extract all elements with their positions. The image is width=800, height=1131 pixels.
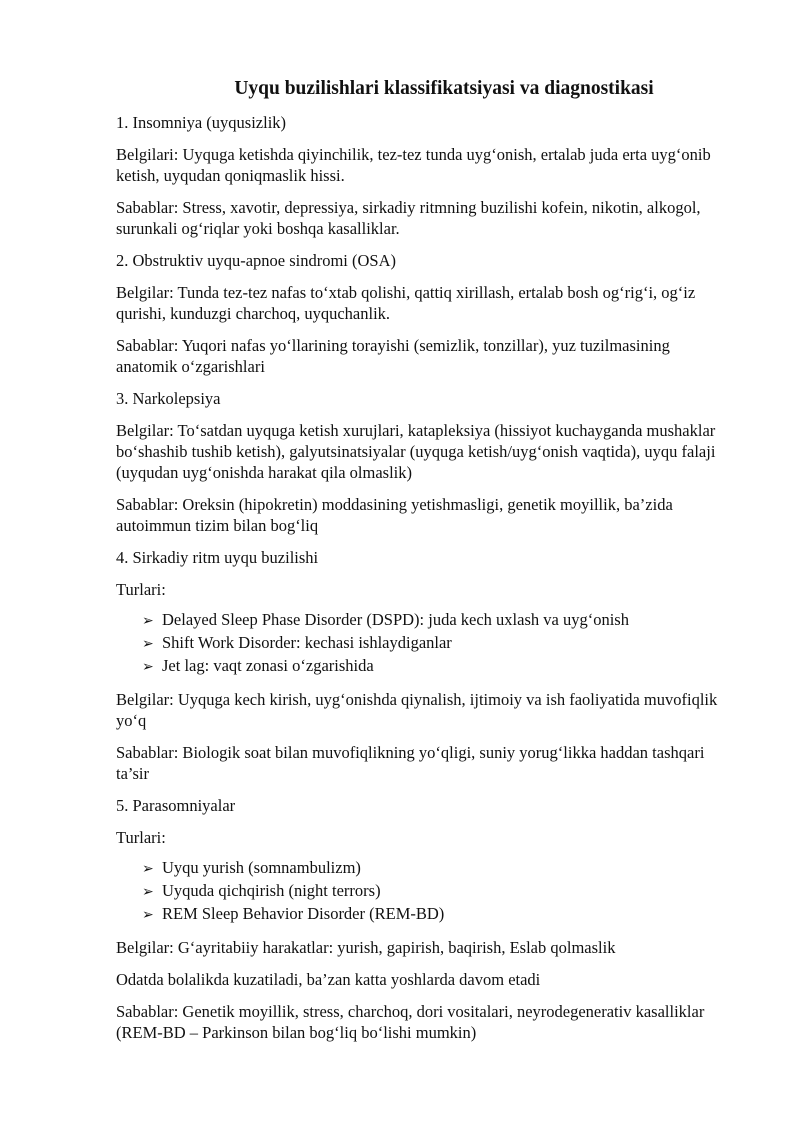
- arrowhead-bullet-icon: ➢: [142, 907, 154, 923]
- types-list-sirkadiy: [116, 609, 732, 678]
- section-symptoms-osa: Belgilar: Tunda tez-tez nafas to‘xtab qolishi, qattiq xirillash, ertalab bosh og‘rig‘i, og‘iz qurishi, kunduzgi charchoq, uyquchanlik.: [116, 283, 696, 323]
- list-item: [142, 655, 732, 678]
- section-types-label-sirkadiy: Turlari:: [116, 580, 166, 599]
- list-item-text: Uyqu yurish (somnambulizm): [162, 858, 361, 877]
- section-symptoms-sirkadiy: Belgilar: Uyquga kech kirish, uyg‘onishda qiynalish, ijtimoiy va ish faoliyatida muvofiqlik yo‘q: [116, 690, 718, 730]
- list-item-text: Jet lag: vaqt zonasi o‘zgarishida: [162, 656, 374, 675]
- section-heading-sirkadiy: 4. Sirkadiy ritm uyqu buzilishi: [116, 548, 319, 567]
- list-item: [142, 632, 732, 655]
- section-causes-sirkadiy: Sabablar: Biologik soat bilan muvofiqlikning yo‘qligi, suniy yorug‘likka haddan tashqari ta’sir: [116, 743, 705, 783]
- section-symptoms-parasomniyalar: Belgilar: G‘ayritabiiy harakatlar: yurish, gapirish, baqirish, Eslab qolmaslik: [116, 938, 616, 957]
- section-causes-narkolepsiya: Sabablar: Oreksin (hipokretin) moddasining yetishmasligi, genetik moyillik, ba’zida autoimmun tizim bilan bog‘liq: [116, 495, 673, 535]
- section-symptoms-narkolepsiya: Belgilar: To‘satdan uyquga ketish xurujlari, katapleksiya (hissiyot kuchayganda mushaklar bo‘shashib tushib ketish), galyutsinatsiyalar (uyquga ketish/uyg‘onish vaqtida), uyqu falaji (uyqudan uyg‘onishda harakat qila olmaslik): [116, 421, 716, 482]
- section-heading-narkolepsiya: 3. Narkolepsiya: [116, 389, 221, 408]
- list-item-text: Delayed Sleep Phase Disorder (DSPD): juda kech uxlash va uyg‘onish: [162, 610, 629, 629]
- list-item: [142, 857, 732, 880]
- section-heading-insomniya: 1. Insomniya (uyqusizlik): [116, 113, 287, 132]
- list-item-text: Shift Work Disorder: kechasi ishlaydiganlar: [162, 633, 452, 652]
- section-symptoms-insomniya: Belgilari: Uyquga ketishda qiyinchilik, tez-tez tunda uyg‘onish, ertalab juda erta uyg‘onib ketish, uyqudan qoniqmaslik hissi.: [116, 145, 711, 185]
- arrowhead-bullet-icon: ➢: [142, 659, 154, 675]
- list-item: [142, 903, 732, 926]
- section-causes-osa: Sabablar: Yuqori nafas yo‘llarining torayishi (semizlik, tonzillar), yuz tuzilmasining anatomik o‘zgarishlari: [116, 336, 670, 376]
- document-title: Uyqu buzilishlari klassifikatsiyasi va diagnostikasi: [234, 78, 654, 99]
- section-types-label-parasomniyalar: Turlari:: [116, 828, 166, 847]
- section-note-parasomniyalar: Odatda bolalikda kuzatiladi, ba’zan katta yoshlarda davom etadi: [116, 970, 541, 989]
- types-list-parasomniyalar: [116, 857, 732, 926]
- arrowhead-bullet-icon: ➢: [142, 861, 154, 877]
- arrowhead-bullet-icon: ➢: [142, 884, 154, 900]
- list-item: [142, 609, 732, 632]
- arrowhead-bullet-icon: ➢: [142, 636, 154, 652]
- section-causes-parasomniyalar: Sabablar: Genetik moyillik, stress, charchoq, dori vositalari, neyrodegenerativ kasalliklar (REM-BD – Parkinson bilan bog‘liq bo‘lishi mumkin): [116, 1002, 705, 1042]
- list-item-text: Uyquda qichqirish (night terrors): [162, 881, 381, 900]
- list-item-text: REM Sleep Behavior Disorder (REM-BD): [162, 904, 445, 923]
- section-heading-osa: 2. Obstruktiv uyqu-apnoe sindromi (OSA): [116, 251, 397, 270]
- section-causes-insomniya: Sabablar: Stress, xavotir, depressiya, sirkadiy ritmning buzilishi kofein, nikotin, alkogol, surunkali og‘riqlar yoki boshqa kasalliklar.: [116, 198, 701, 238]
- list-item: [142, 880, 732, 903]
- section-heading-parasomniyalar: 5. Parasomniyalar: [116, 796, 236, 815]
- arrowhead-bullet-icon: ➢: [142, 613, 154, 629]
